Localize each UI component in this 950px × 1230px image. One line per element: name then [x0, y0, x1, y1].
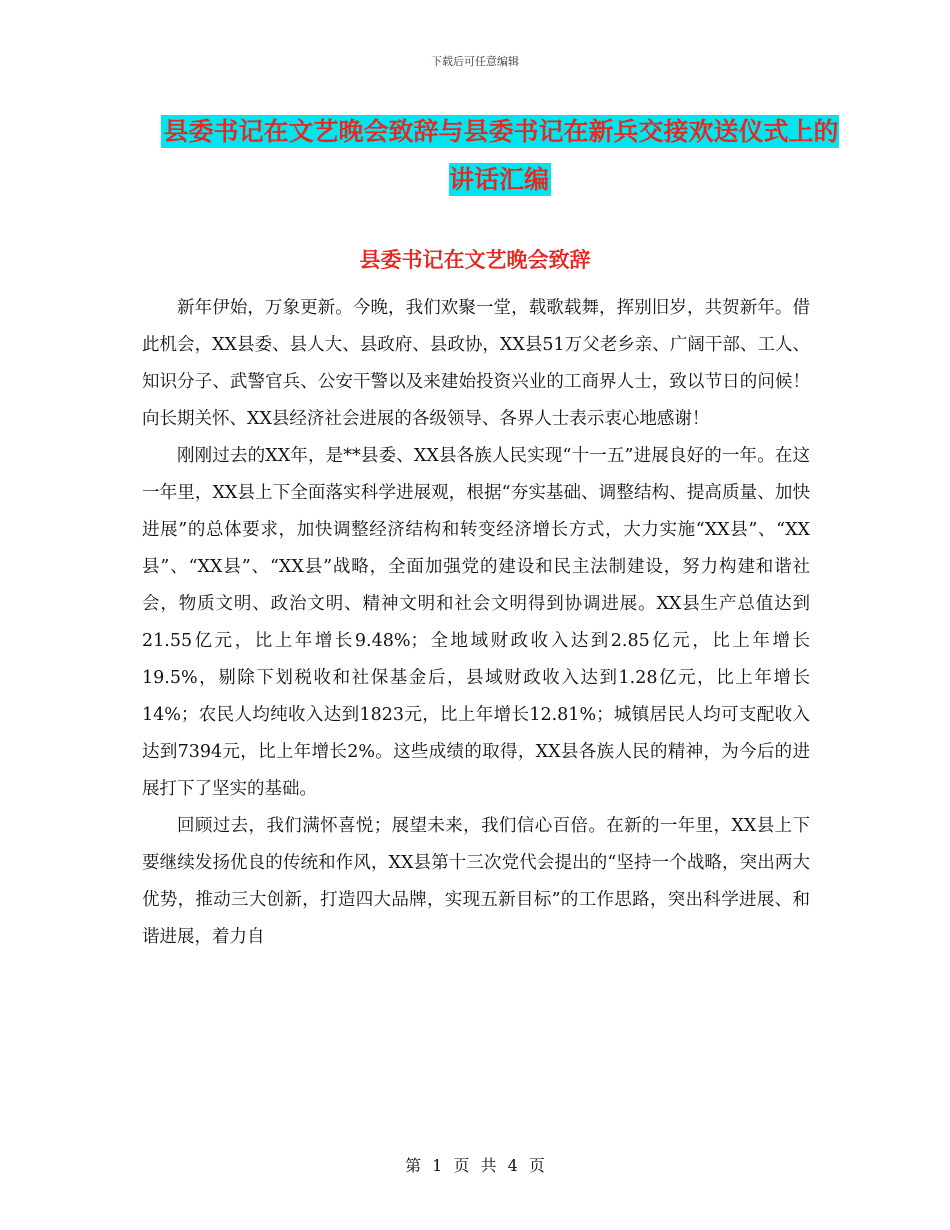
section-title: 县委书记在文艺晚会致辞 — [359, 248, 591, 272]
page-footer: 第 1 页 共 4 页 — [405, 1156, 545, 1175]
body-paragraph: 新年伊始，万象更新。今晚，我们欢聚一堂，载歌载舞，挥别旧岁，共贺新年。借此机会，XX县委、县人大、县政府、县政协，XX县51万父老乡亲、广阔干部、工人、知识分子、武警官兵、公安干警以及来建始投资兴业的工商界人士，致以节日的问候！向长期关怀、XX县经济社会进展的各级领导、各界人士表示衷心地感谢！ — [142, 298, 810, 429]
document-body — [142, 290, 810, 956]
document-title-text: 县委书记在文艺晚会致辞与县委书记在新兵交接欢送仪式上的讲话汇编 — [163, 117, 839, 194]
body-paragraph: 回顾过去，我们满怀喜悦；展望未来，我们信心百倍。在新的一年里，XX县上下要继续发扬优良的传统和作风，XX县第十三次党代会提出的“坚持一个战略，突出两大优势，推动三大创新，打造四大品牌，实现五新目标”的工作思路，突出科学进展、和谐进展，着力自 — [142, 816, 810, 947]
header-note: 下载后可任意编辑 — [431, 55, 519, 68]
document-title — [150, 108, 850, 204]
body-paragraph: 刚刚过去的XX年，是**县委、XX县各族人民实现“十一五”进展良好的一年。在这一年里，XX县上下全面落实科学进展观，根据“夯实基础、调整结构、提高质量、加快进展”的总体要求，加快调整经济结构和转变经济增长方式，大力实施“XX县”、“XX县”、“XX县”、“XX县”战略，全面加强党的建设和民主法制建设，努力构建和谐社会，物质文明、政治文明、精神文明和社会文明得到协调进展。XX县生产总值达到21.55亿元，比上年增长9.48%；全地域财政收入达到2.85亿元，比上年增长19.5%，剔除下划税收和社保基金后，县域财政收入达到1.28亿元，比上年增长14%；农民人均纯收入达到1823元，比上年增长12.81%；城镇居民人均可支配收入达到7394元，比上年增长2%。这些成绩的取得，XX县各族人民的精神，为今后的进展打下了坚实的基础。 — [142, 446, 810, 799]
